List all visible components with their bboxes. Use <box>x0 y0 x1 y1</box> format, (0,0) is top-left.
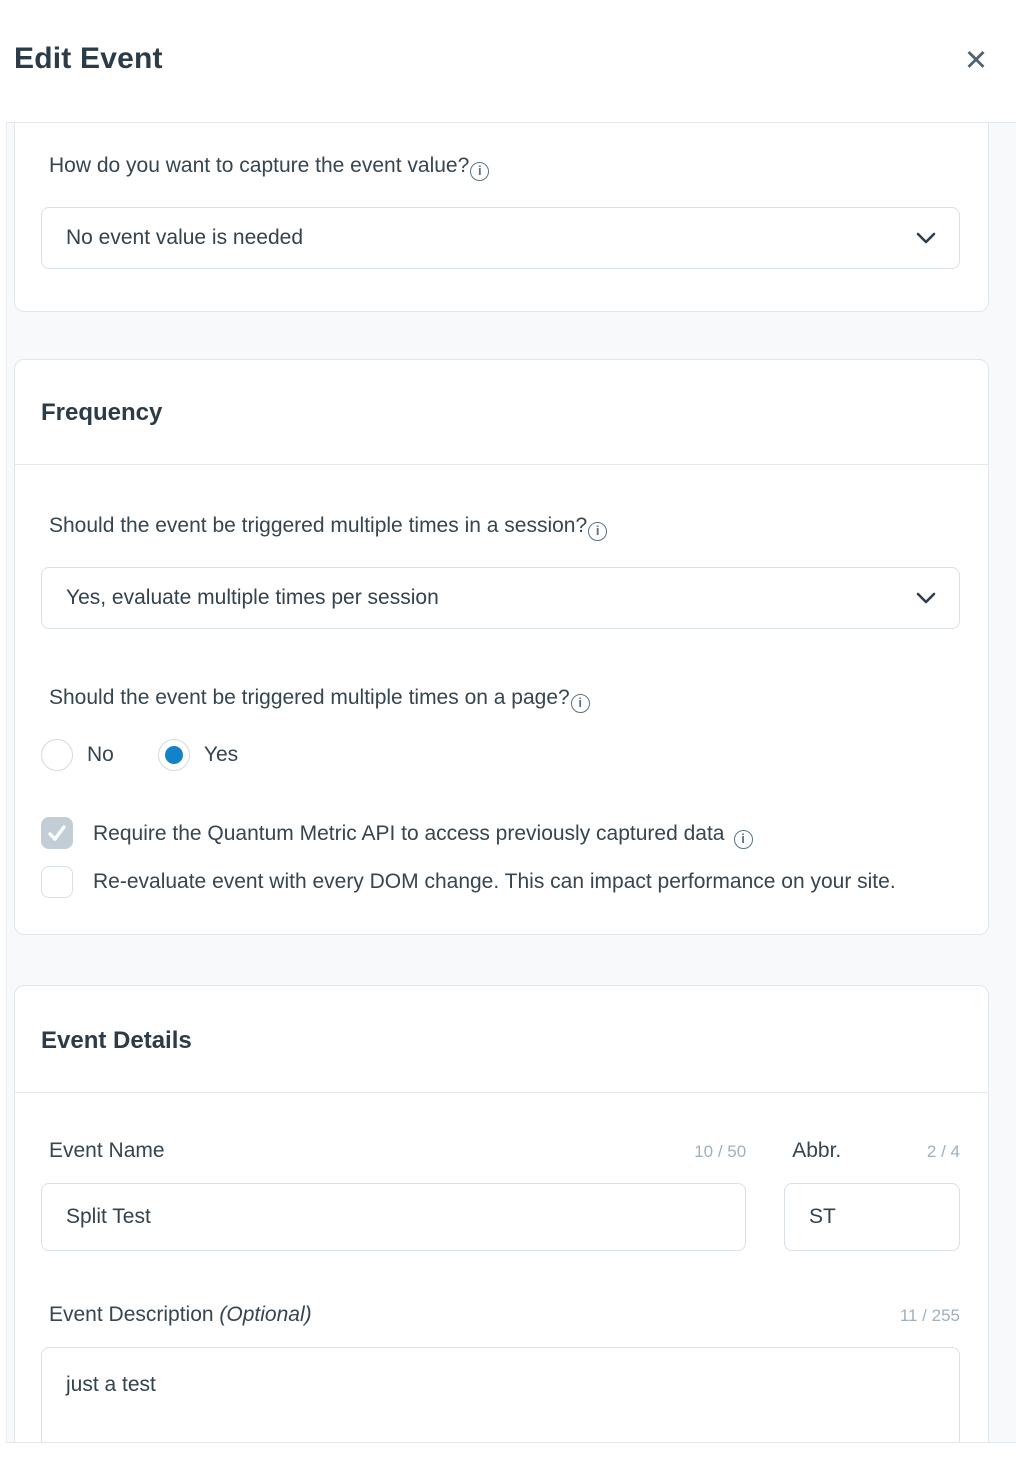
require-api-checkbox-row <box>41 817 960 849</box>
modal-title: Edit Event <box>14 42 163 75</box>
check-icon <box>46 822 68 844</box>
close-icon: ✕ <box>963 43 989 77</box>
abbr-input[interactable] <box>784 1183 960 1251</box>
event-description-label <box>41 1303 312 1327</box>
event-description-label-text: Event Description <box>49 1303 214 1326</box>
event-value-dropdown[interactable] <box>41 207 960 269</box>
info-icon[interactable] <box>588 522 607 541</box>
event-details-heading: Event Details <box>41 1027 192 1054</box>
info-icon[interactable] <box>571 694 590 713</box>
require-api-label <box>93 818 753 849</box>
radio-selected-icon <box>158 739 190 771</box>
frequency-card-header <box>15 360 988 465</box>
abbr-counter: 2 / 4 <box>926 1142 960 1161</box>
radio-option-no[interactable] <box>41 739 114 771</box>
event-name-counter: 10 / 50 <box>694 1142 747 1161</box>
name-abbr-inputs-row <box>41 1183 960 1251</box>
page-question <box>41 685 960 713</box>
radio-option-yes[interactable] <box>158 739 238 771</box>
event-name-label: Event Name <box>49 1139 165 1162</box>
radio-label-yes: Yes <box>203 743 239 766</box>
capture-value-card <box>14 123 989 312</box>
modal-scroll-area[interactable] <box>6 122 1016 1443</box>
session-frequency-dropdown-value: Yes, evaluate multiple times per session <box>66 586 439 609</box>
checkbox-unchecked-icon[interactable] <box>41 866 73 898</box>
require-api-label-text: Require the Quantum Metric API to access previously captured data <box>93 821 725 845</box>
info-icon[interactable] <box>734 830 753 849</box>
session-frequency-dropdown[interactable] <box>41 567 960 629</box>
frequency-heading: Frequency <box>41 399 163 426</box>
chevron-down-icon <box>916 592 936 604</box>
info-icon[interactable] <box>470 162 489 181</box>
event-value-dropdown-value: No event value is needed <box>66 226 303 249</box>
page-frequency-radio-group <box>41 739 960 771</box>
event-description-input[interactable] <box>41 1347 960 1443</box>
capture-value-question <box>41 153 960 181</box>
event-details-card <box>14 985 989 1443</box>
name-abbr-label-row <box>41 1139 960 1163</box>
reevaluate-checkbox-row <box>41 866 960 898</box>
close-button[interactable] <box>958 42 994 78</box>
page-question-text: Should the event be triggered multiple times on a page? <box>49 686 570 709</box>
optional-tag: (Optional) <box>219 1303 312 1326</box>
reevaluate-label: Re-evaluate event with every DOM change. This can impact performance on your site. <box>93 870 896 893</box>
description-counter: 11 / 255 <box>899 1306 960 1325</box>
event-details-card-header <box>15 986 988 1093</box>
frequency-card <box>14 359 989 935</box>
abbr-label: Abbr. <box>792 1139 842 1162</box>
chevron-down-icon <box>916 232 936 244</box>
radio-label-no: No <box>87 743 114 766</box>
session-question <box>41 513 960 541</box>
modal-header <box>0 0 1016 122</box>
radio-icon <box>41 739 73 771</box>
description-label-row <box>41 1303 960 1327</box>
checkbox-checked-icon[interactable] <box>41 817 73 849</box>
capture-value-question-text: How do you want to capture the event value? <box>49 154 470 177</box>
session-question-text: Should the event be triggered multiple times in a session? <box>49 514 588 537</box>
event-name-input[interactable] <box>41 1183 746 1251</box>
